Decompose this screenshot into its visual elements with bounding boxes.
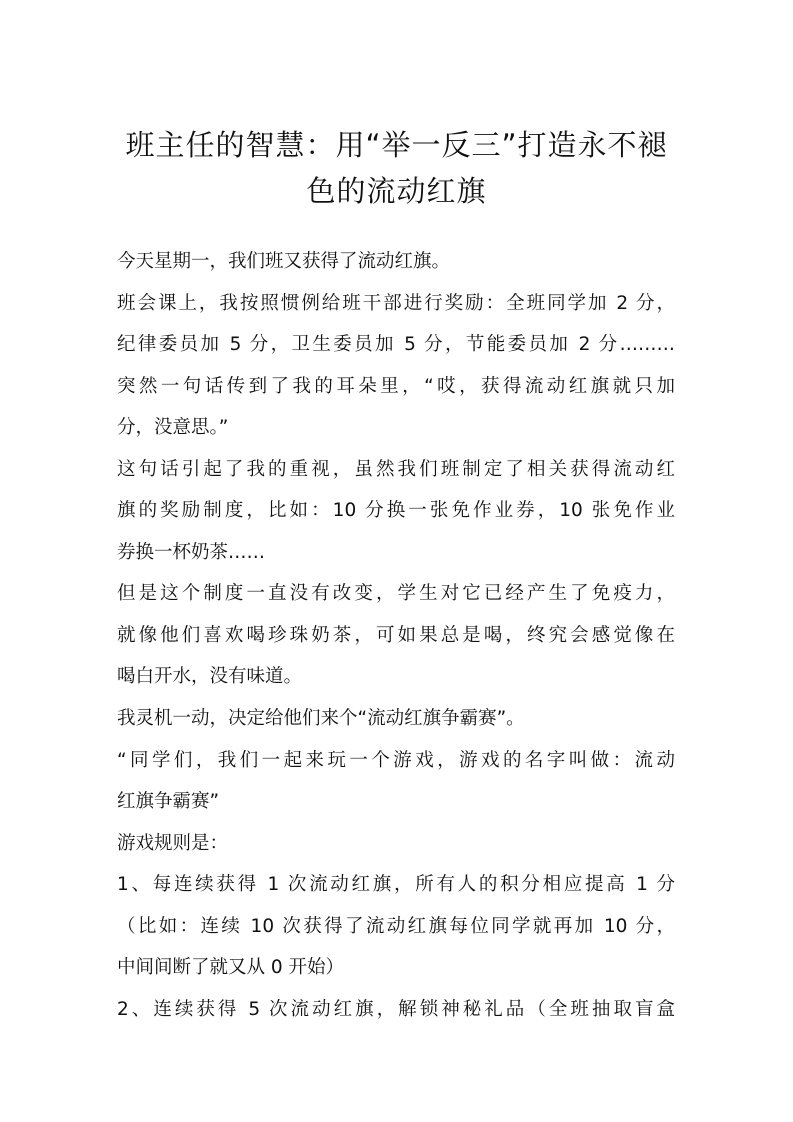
paragraph-line: 旗的奖励制度，比如：10 分换一张免作业券，10 张免作业 — [117, 500, 675, 522]
paragraph-line: 但是这个制度一直没有改变，学生对它已经产生了免疫力， — [117, 583, 675, 605]
paragraph-line: 2、连续获得 5 次流动红旗，解锁神秘礼品（全班抽取盲盒 — [117, 998, 675, 1020]
paragraph-line: 喝白开水，没有味道。 — [117, 666, 303, 688]
paragraph-line: 这句话引起了我的重视，虽然我们班制定了相关获得流动红 — [117, 458, 675, 480]
paragraph-line: 红旗争霸赛” — [117, 791, 220, 813]
paragraph-line: 突然一句话传到了我的耳朵里，“哎，获得流动红旗就只加 — [117, 375, 675, 397]
paragraph-line: 今天星期一，我们班又获得了流动红旗。 — [117, 251, 451, 272]
paragraph-line: 游戏规则是： — [117, 832, 229, 854]
paragraph — [117, 823, 675, 865]
paragraph-line: 券换一杯奶茶…… — [117, 541, 266, 563]
paragraph — [117, 573, 675, 698]
title-line-2: 色的流动红旗 — [306, 174, 487, 208]
paragraph — [117, 864, 675, 989]
paragraph-line: 中间间断了就又从 0 开始） — [117, 957, 345, 979]
document-title — [110, 122, 683, 214]
paragraph-line: “同学们，我们一起来玩一个游戏，游戏的名字叫做：流动 — [117, 749, 675, 771]
paragraph-line: （比如：连续 10 次获得了流动红旗每位同学就再加 10 分， — [117, 915, 675, 937]
paragraph-line: 1、每连续获得 1 次流动红旗，所有人的积分相应提高 1 分 — [117, 874, 675, 896]
paragraph — [117, 740, 675, 823]
paragraph-line: 就像他们喜欢喝珍珠奶茶，可如果总是喝，终究会感觉像在 — [117, 624, 675, 646]
paragraph — [117, 698, 675, 740]
paragraph-line: 我灵机一动，决定给他们来个“流动红旗争霸赛”。 — [117, 708, 525, 730]
paragraph-line: 纪律委员加 5 分，卫生委员加 5 分，节能委员加 2 分……… — [117, 334, 675, 356]
paragraph — [117, 283, 675, 449]
paragraph — [117, 449, 675, 574]
paragraph — [117, 241, 675, 283]
paragraph — [117, 989, 675, 1031]
document-body — [117, 241, 675, 1030]
paragraph-line: 分，没意思。” — [117, 417, 229, 439]
title-line-1: 班主任的智慧：用“举一反三”打造永不褪 — [125, 128, 668, 162]
paragraph-line: 班会课上，我按照惯例给班干部进行奖励：全班同学加 2 分， — [117, 292, 675, 314]
